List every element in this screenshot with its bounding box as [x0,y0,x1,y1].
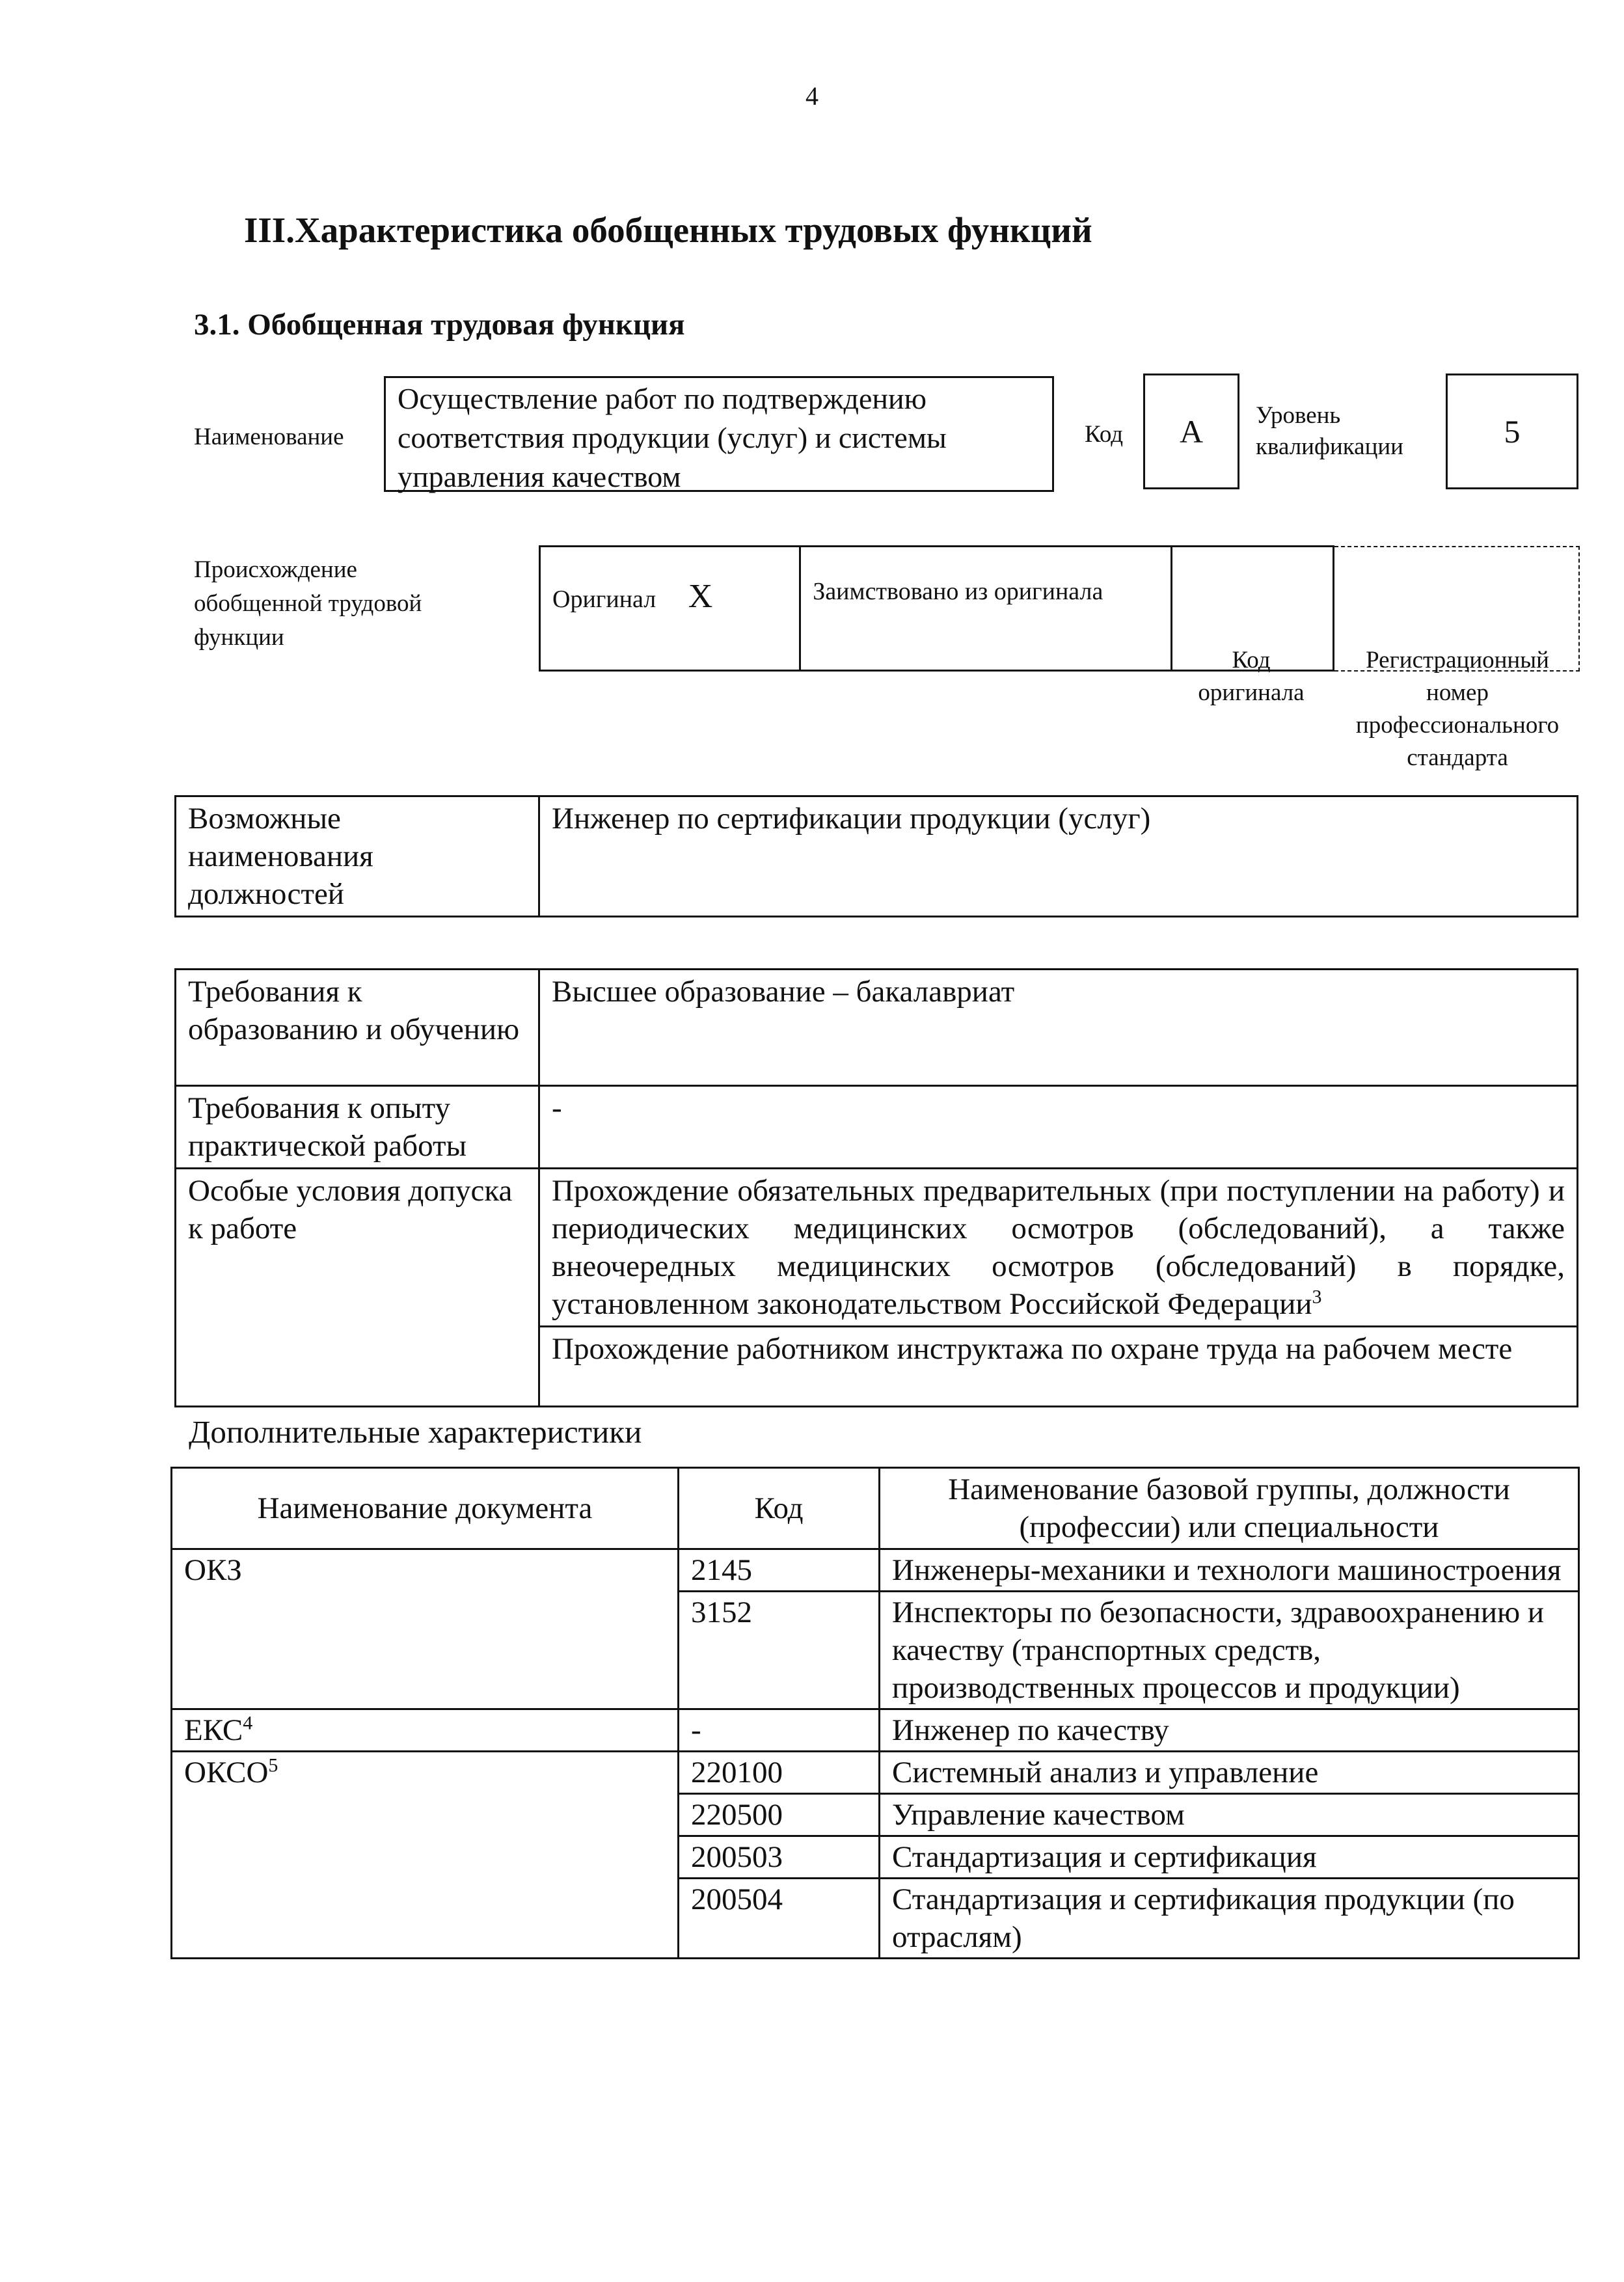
level-label: Уровень квалификации [1256,402,1403,460]
requirements-table [174,968,1578,1407]
footnote-5: 5 [268,1754,278,1776]
req-education-label: Требования к образованию и обучению [176,970,539,1086]
page-number: 4 [805,81,819,111]
req-experience-value: - [539,1086,1578,1169]
name-cell: Инспекторы по безопасности, здравоохранению и качеству (транспортных средств, производственных процессов и продукции) [880,1592,1579,1709]
code-label: Код [1085,421,1124,448]
doc-okz-cont [172,1592,679,1709]
req-education-value: Высшее образование – бакалавриат [539,970,1578,1086]
code-cell: - [679,1709,880,1752]
code-cell: 200504 [679,1879,880,1959]
original-mark: X [688,578,713,615]
doc-okz: ОКЗ [172,1549,679,1592]
subsection-title: 3.1. Обобщенная трудовая функция [194,308,685,342]
header-document: Наименование документа [172,1468,679,1549]
req-conditions-value-2: Прохождение работником инструктажа по охране труда на рабочем месте [539,1327,1578,1407]
original-cell [540,547,800,671]
code-cell: 220500 [679,1794,880,1836]
name-cell: Управление качеством [880,1794,1579,1836]
header-code: Код [679,1468,880,1549]
positions-table [174,795,1578,917]
name-cell: Стандартизация и сертификация [880,1836,1579,1879]
doc-okso-cont [172,1794,679,1836]
positions-label: Возможные наименования должностей [176,796,539,917]
doc-okso: ОКСО$^5$ [172,1752,679,1794]
doc-eks: ЕКС$^4$ [172,1709,679,1752]
doc-okso-cont [172,1879,679,1959]
code-cell: 2145 [679,1549,880,1592]
req-conditions-label: Особые условия допуска к работе [176,1169,539,1407]
level-box: 5 [1446,374,1578,489]
doc-okso-cont [172,1836,679,1879]
code-original-caption: Код оригинала [1198,647,1305,706]
code-cell: 200503 [679,1836,880,1879]
code-cell: 3152 [679,1592,880,1709]
name-cell: Инженер по качеству [880,1709,1579,1752]
reg-number-caption: Регистрационный номер профессионального стандарта [1355,647,1560,771]
borrowed-cell: Заимствовано из оригинала [800,547,1172,671]
positions-value: Инженер по сертификации продукции (услуг) [539,796,1578,917]
original-label: Оригинал [552,586,656,613]
function-code-box: А [1143,374,1239,489]
name-cell: Инженеры-механики и технологи машиностроения [880,1549,1579,1592]
code-cell: 220100 [679,1752,880,1794]
footnote-3: 3 [1312,1286,1322,1308]
additional-title: Дополнительные характеристики [189,1414,642,1450]
req-conditions-value-1: Прохождение обязательных предварительных (при поступлении на работу) и периодических медицинских осмотров (обследований), а также внеочередных медицинских осмотров (обследований) в порядке, установленном законодательством Российской Федерации$^3$ [539,1169,1578,1327]
section-title: III.Характеристика обобщенных трудовых функций [244,210,1092,250]
header-group-name: Наименование базовой группы, должности (профессии) или специальности [880,1468,1579,1549]
footnote-4: 4 [243,1712,253,1734]
req-experience-label: Требования к опыту практической работы [176,1086,539,1169]
name-cell: Стандартизация и сертификация продукции (по отраслям) [880,1879,1579,1959]
name-cell: Системный анализ и управление [880,1752,1579,1794]
origin-label: Происхождение обобщенной трудовой функции [194,556,422,651]
name-label: Наименование [194,424,344,450]
function-name-box: Осуществление работ по подтверждению соответствия продукции (услуг) и системы управления качеством [384,376,1054,492]
additional-table [170,1467,1580,1959]
